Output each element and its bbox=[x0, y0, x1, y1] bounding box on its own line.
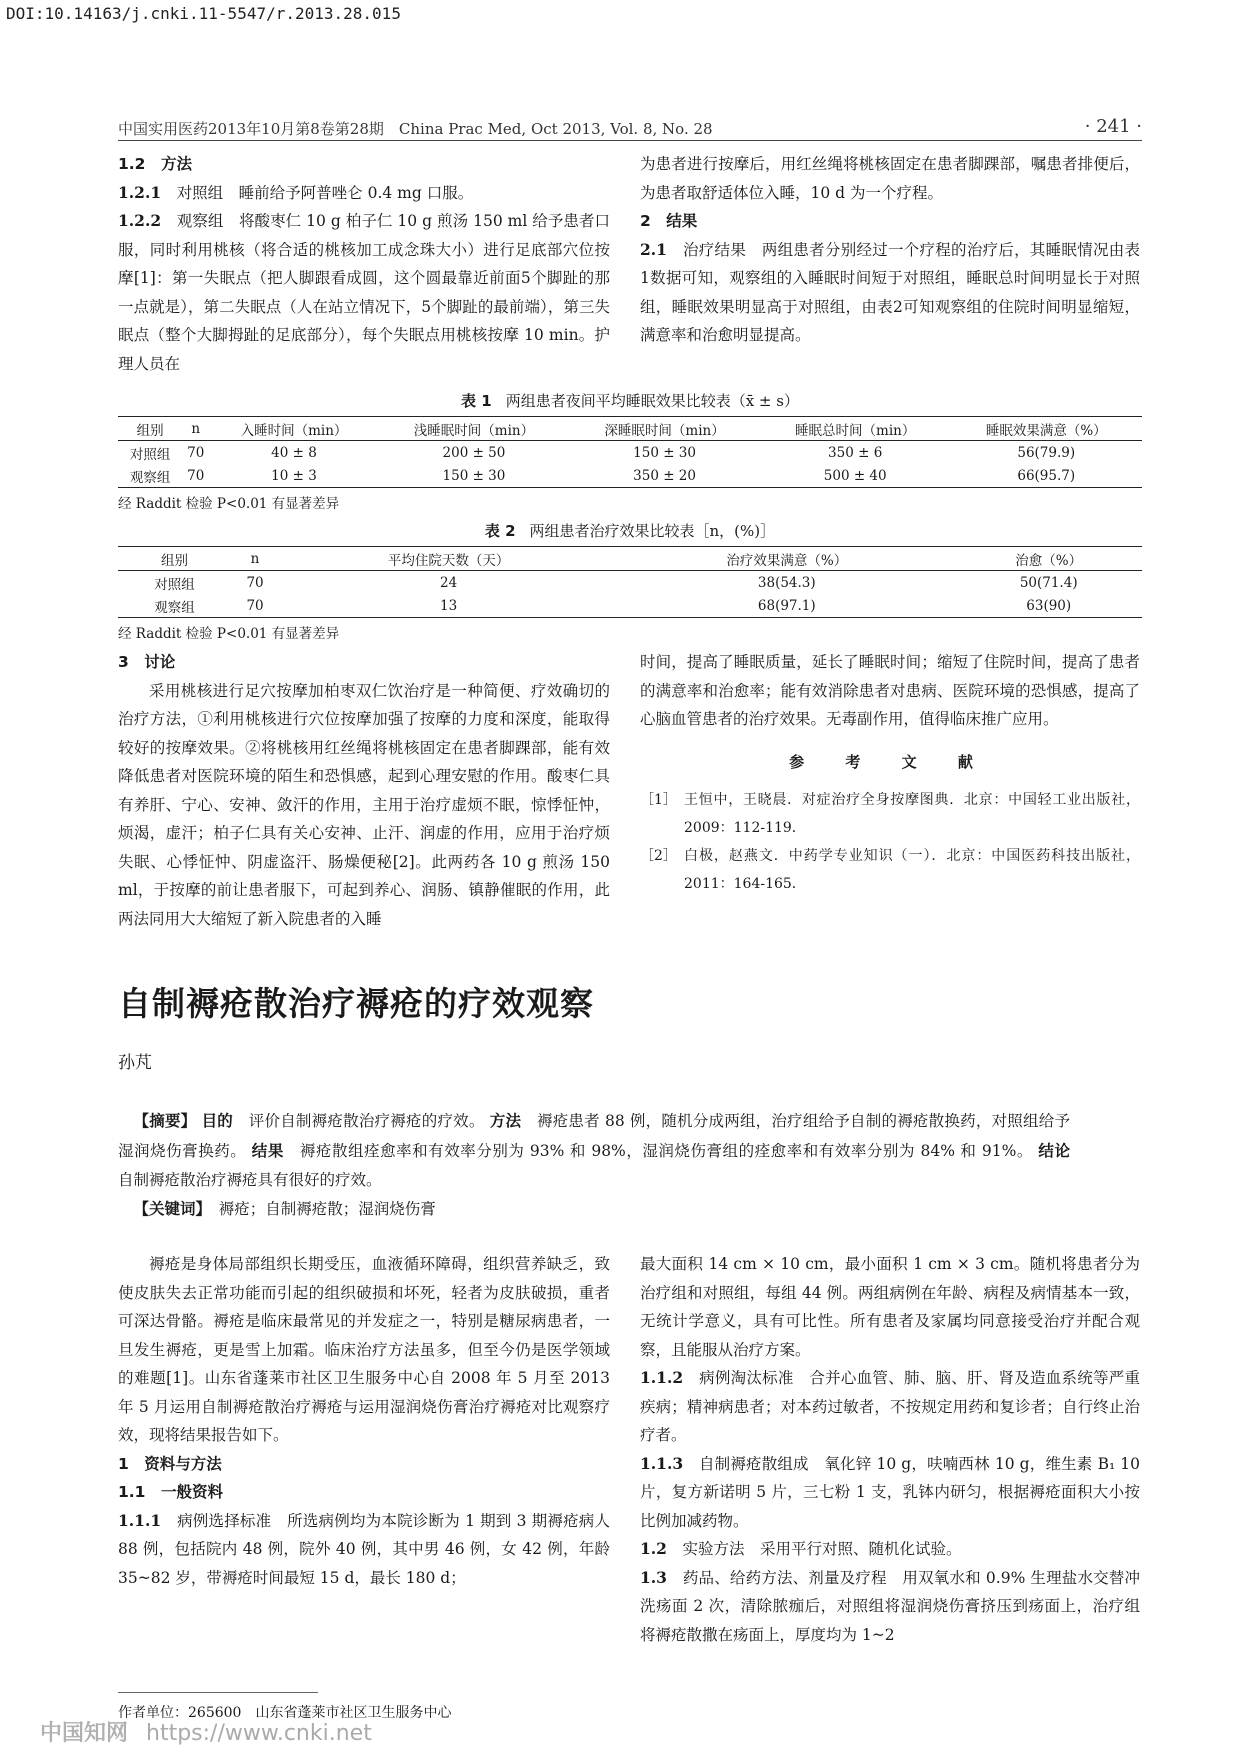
cnki-watermark bbox=[40, 1716, 372, 1747]
table1 bbox=[118, 416, 1142, 488]
section-heading: 1.1.3 bbox=[640, 1453, 699, 1473]
column-header: 睡眠总时间（min） bbox=[760, 417, 951, 441]
paragraph bbox=[118, 179, 610, 208]
result-text: 褥疮散组痊愈率和有效率分别为 93% 和 98%，湿润烧伤膏组的痊愈率和有效率分别为 84% 和 91%。 bbox=[299, 1142, 1033, 1160]
article-right-column bbox=[640, 1250, 1140, 1649]
table-cell: 68(97.1) bbox=[618, 594, 955, 618]
column-header: 深睡眠时间（min） bbox=[569, 417, 760, 441]
column-header: n bbox=[231, 547, 279, 571]
column-header: n bbox=[182, 417, 209, 441]
table-cell: 13 bbox=[279, 594, 618, 618]
paragraph bbox=[118, 1250, 610, 1450]
table-cell: 观察组 bbox=[118, 594, 231, 618]
table-cell: 70 bbox=[182, 464, 209, 488]
table-cell: 70 bbox=[231, 594, 279, 618]
discussion-right bbox=[640, 648, 1140, 898]
header-rule bbox=[118, 140, 1142, 141]
abstract-block bbox=[118, 1106, 1070, 1224]
column-header: 组别 bbox=[118, 547, 231, 571]
discussion-heading: 3 讨论 bbox=[118, 653, 176, 671]
paragraph bbox=[640, 1450, 1140, 1536]
paragraph-text: 药品、给药方法、剂量及疗程 用双氧水和 0.9% 生理盐水交替冲洗疡面 2 次，清除脓痂后，对照组将湿润烧伤膏挤压到疡面上，治疗组将褥疮散撒在疡面上，厚度均为 1~2 bbox=[640, 1568, 1141, 1644]
keywords-text: 褥疮；自制褥疮散；湿润烧伤膏 bbox=[218, 1200, 436, 1218]
paragraph-text: 褥疮是身体局部组织长期受压，血液循环障碍，组织营养缺乏，致使皮肤失去正常功能而引起的组织破损和坏死，轻者为皮肤破损，重者可深达骨骼。褥疮是临床最常见的并发症之一，特别是糖尿病患者，一旦发生褥疮，更是雪上加霜。临床治疗方法虽多，但至今仍是医学领域的难题[1]。山东省蓬莱市社区卫生服务中心自 2008 年 5 月至 2013 年 5 月运用自制褥疮散治疗褥疮与运用湿润烧伤膏治疗褥疮对比观察疗效，现将结果报告如下。 bbox=[118, 1255, 610, 1444]
references-title: 参 考 文 献 bbox=[789, 752, 991, 771]
paragraph-text: 为患者进行按摩后，用红丝绳将桃核固定在患者脚踝部，嘱患者排便后，为患者取舒适体位入睡，10 d 为一个疗程。 bbox=[640, 155, 1140, 202]
paragraph-text: 病例选择标准 所选病例均为本院诊断为 1 期到 3 期褥疮病人 88 例，包括院内 48 例，院外 40 例，其中男 46 例，女 42 例，年龄 35~82 岁，带褥疮时间最短 15 d，最长 180 d； bbox=[118, 1511, 610, 1587]
column-header: 治愈（%） bbox=[955, 547, 1142, 571]
conclusion-text: 自制褥疮散治疗褥疮具有很好的疗效。 bbox=[118, 1171, 382, 1189]
cnki-logo: 中国知网 bbox=[40, 1721, 129, 1746]
paragraph bbox=[118, 1450, 610, 1479]
table-cell: 70 bbox=[187, 444, 205, 461]
table-cell: 66(95.7) bbox=[951, 464, 1143, 488]
table-cell: 40 ± 8 bbox=[271, 444, 317, 461]
paragraph-text: 最大面积 14 cm × 10 cm，最小面积 1 cm × 3 cm。随机将患者分为治疗组和对照组，每组 44 例。两组病例在年龄、病程及病情基本一致，无统计学意义，具有可比性。所有患者及家属均同意接受治疗并配合观察，且能服从治疗方案。 bbox=[640, 1255, 1140, 1359]
table-row bbox=[118, 464, 1142, 488]
paragraph-text: 治疗结果 两组患者分别经过一个疗程的治疗后，其睡眠情况由表1数据可知，观察组的入睡眠时间短于对照组，睡眠总时间明显长于对照组，睡眠效果明显高于对照组，由表2可知观察组的住院时间明显缩短，满意率和治愈明显提高。 bbox=[640, 240, 1140, 344]
footnote-rule bbox=[118, 1692, 318, 1693]
conclusion-label: 结论 bbox=[1038, 1141, 1070, 1160]
references-list bbox=[640, 786, 1140, 898]
paragraph bbox=[640, 207, 1140, 236]
table-cell: 56(79.9) bbox=[1017, 444, 1076, 461]
table2-number: 表 2 bbox=[484, 522, 516, 540]
table-cell: 150 ± 30 bbox=[379, 464, 570, 488]
column-header: 浅睡眠时间（min） bbox=[379, 417, 570, 441]
column-header: 入睡时间（min） bbox=[209, 417, 378, 441]
purpose-label: 目的 bbox=[201, 1111, 234, 1130]
table-cell: 10 ± 3 bbox=[209, 464, 378, 488]
table2-caption bbox=[118, 520, 1142, 541]
table2-title: 两组患者治疗效果比较表［n，(%)］ bbox=[529, 522, 776, 540]
table-cell: 350 ± 20 bbox=[569, 464, 760, 488]
section-heading: 1.2.2 bbox=[118, 211, 177, 230]
paragraph-text: 病例淘汰标准 合并心血管、肺、脑、肝、肾及造血系统等严重疾病；精神病患者；对本药过敏者，不按规定用药和复诊者；自行终止治疗者。 bbox=[640, 1369, 1140, 1444]
section-heading: 1.2 方法 bbox=[118, 155, 192, 173]
table-row bbox=[118, 441, 1142, 465]
paragraph bbox=[118, 1507, 610, 1593]
left-column-methods bbox=[118, 150, 610, 378]
article-left-column bbox=[118, 1250, 610, 1592]
section-heading: 1.3 bbox=[640, 1567, 683, 1587]
table-cell: 24 bbox=[439, 574, 458, 591]
reference-number: ［2］ bbox=[640, 848, 677, 864]
paragraph bbox=[640, 1564, 1140, 1650]
keywords-paragraph bbox=[118, 1195, 1070, 1224]
paragraph-text: 对照组 睡前给予阿普唑仑 0.4 mg 口服。 bbox=[176, 183, 474, 202]
column-header: 治疗效果满意（%） bbox=[618, 547, 955, 571]
abstract-tag: 【摘要】 bbox=[133, 1112, 197, 1130]
section-heading: 1.1 一般资料 bbox=[118, 1483, 223, 1501]
result-label: 结果 bbox=[251, 1141, 284, 1160]
discussion-text-right: 时间，提高了睡眠质量，延长了睡眠时间；缩短了住院时间，提高了患者的满意率和治愈率；能有效消除患者对患病、医院环境的恐惧感，提高了心脑血管患者的治疗效果。无毒副作用，值得临床推广应用。 bbox=[640, 653, 1140, 728]
paragraph bbox=[118, 1478, 610, 1507]
keywords-tag: 【关键词】 bbox=[133, 1200, 204, 1218]
discussion-left bbox=[118, 648, 610, 933]
section-heading: 1 资料与方法 bbox=[118, 1454, 222, 1473]
table1-number: 表 1 bbox=[461, 392, 492, 410]
table-cell: 50(71.4) bbox=[1019, 574, 1078, 591]
method-text: 褥疮患者 88 例，随机分成两组，治疗组给予自制的褥疮散换药，对照组给予湿润烧伤膏换药。 bbox=[118, 1112, 1070, 1160]
running-head bbox=[118, 118, 1142, 139]
table-cell: 观察组 bbox=[118, 464, 182, 488]
section-heading: 1.2 bbox=[640, 1539, 683, 1558]
table-row bbox=[118, 594, 1142, 618]
cnki-url: https://www.cnki.net bbox=[146, 1721, 372, 1746]
table1-title: 两组患者夜间平均睡眠效果比较表（x̄ ± s） bbox=[505, 392, 799, 410]
table-row bbox=[118, 571, 1142, 595]
table-cell: 63(90) bbox=[955, 594, 1142, 618]
paragraph bbox=[640, 1364, 1140, 1450]
paragraph-text: 观察组 将酸枣仁 10 g 柏子仁 10 g 煎汤 150 ml 给予患者口服，同时利用桃核（将合适的桃核加工成念珠大小）进行足底部穴位按摩[1]：第一失眠点（把人脚跟看成圆，这个圆最靠近前面5个脚趾的那一点就是），第二失眠点（人在站立情况下，5个脚趾的最前端），第三失眠点（整个大脚拇趾的足底部分），每个失眠点用桃核按摩 10 min。护理人员在 bbox=[118, 212, 611, 373]
paragraph bbox=[640, 236, 1140, 350]
author-affiliation: 作者单位：265600 山东省蓬莱市社区卫生服务中心 bbox=[118, 1705, 452, 1721]
table-cell: 150 ± 30 bbox=[633, 444, 696, 461]
page-number: · 241 · bbox=[1084, 116, 1142, 137]
section-heading: 1.1.1 bbox=[118, 1510, 178, 1530]
table-cell: 对照组 bbox=[129, 446, 171, 463]
column-header: 平均住院天数（天） bbox=[279, 547, 618, 571]
section-heading: 1.1.2 bbox=[640, 1368, 700, 1387]
table-cell: 70 bbox=[246, 574, 264, 591]
section-heading: 1.2.1 bbox=[118, 182, 177, 202]
table1-caption bbox=[118, 390, 1142, 411]
reference-item bbox=[640, 786, 1140, 842]
paragraph bbox=[640, 1535, 1140, 1564]
table-cell: 200 ± 50 bbox=[442, 444, 506, 461]
doi-line: DOI:10.14163/j.cnki.11-5547/r.2013.28.015 bbox=[6, 4, 401, 23]
reference-item bbox=[640, 842, 1140, 898]
table2 bbox=[118, 546, 1142, 618]
paragraph bbox=[640, 150, 1140, 207]
reference-text: 白极，赵燕文．中药学专业知识（一）．北京：中国医药科技出版社，2011：164-165． bbox=[684, 848, 1140, 892]
article-author: 孙芃 bbox=[118, 1053, 152, 1073]
table-cell: 350 ± 6 bbox=[828, 444, 883, 461]
column-header: 组别 bbox=[118, 417, 182, 441]
article-title: 自制褥疮散治疗褥疮的疗效观察 bbox=[118, 984, 594, 1023]
reference-text: 王恒中，王晓晨．对症治疗全身按摩图典．北京：中国轻工业出版社，2009：112-119． bbox=[684, 792, 1140, 836]
section-heading: 2.1 bbox=[640, 239, 684, 259]
purpose-text: 评价自制褥疮散治疗褥疮的疗效。 bbox=[248, 1112, 485, 1130]
table1-note: 经 Raddit 检验 P<0.01 有显著差异 bbox=[118, 496, 340, 512]
paragraph-text: 实验方法 采用平行对照、随机化试验。 bbox=[682, 1540, 962, 1558]
table-cell: 对照组 bbox=[154, 576, 195, 593]
table2-note: 经 Raddit 检验 P<0.01 有显著差异 bbox=[118, 626, 340, 642]
section-heading: 2 结果 bbox=[640, 212, 698, 230]
table-cell: 38(54.3) bbox=[757, 574, 816, 591]
column-header: 睡眠效果满意（%） bbox=[951, 417, 1143, 441]
discussion-text-left: 采用桃核进行足穴按摩加柏枣双仁饮治疗是一种简便、疗效确切的治疗方法，①利用桃核进行穴位按摩加强了按摩的力度和深度，能取得较好的按摩效果。②将桃核用红丝绳将桃核固定在患者脚踝部，能有效降低患者对医院环境的陌生和恐惧感，起到心理安慰的作用。酸枣仁具有养肝、宁心、安神、敛汗的作用，主用于治疗虚烦不眠，惊悸怔忡，烦渴，虚汗；柏子仁具有关心安神、止汗、润虚的作用，应用于治疗烦失眠、心悸怔忡、阴虚盗汗、肠燥便秘[2]。此两药各 10 g 煎汤 150 ml，于按摩的前让患者服下，可起到养心、润肠、镇静催眠的作用，此两法同用大大缩短了新入院患者的入睡 bbox=[118, 681, 610, 928]
paragraph-text: 自制褥疮散组成 氧化锌 10 g，呋喃西林 10 g，维生素 B₁ 10 片，复方新诺明 5 片，三七粉 1 支，乳钵内研匀，根据褥疮面积大小按比例加减药物。 bbox=[640, 1454, 1140, 1530]
reference-number: ［1］ bbox=[640, 792, 677, 808]
paragraph bbox=[640, 1250, 1140, 1364]
abstract-paragraph bbox=[118, 1106, 1070, 1195]
right-column-results bbox=[640, 150, 1140, 350]
paragraph bbox=[118, 150, 610, 179]
method-label: 方法 bbox=[489, 1111, 522, 1130]
journal-info: 中国实用医药2013年10月第8卷第28期 China Prac Med, Oct 2013, Vol. 8, No. 28 bbox=[118, 120, 713, 138]
paragraph bbox=[118, 207, 610, 378]
table-cell: 500 ± 40 bbox=[760, 464, 951, 488]
